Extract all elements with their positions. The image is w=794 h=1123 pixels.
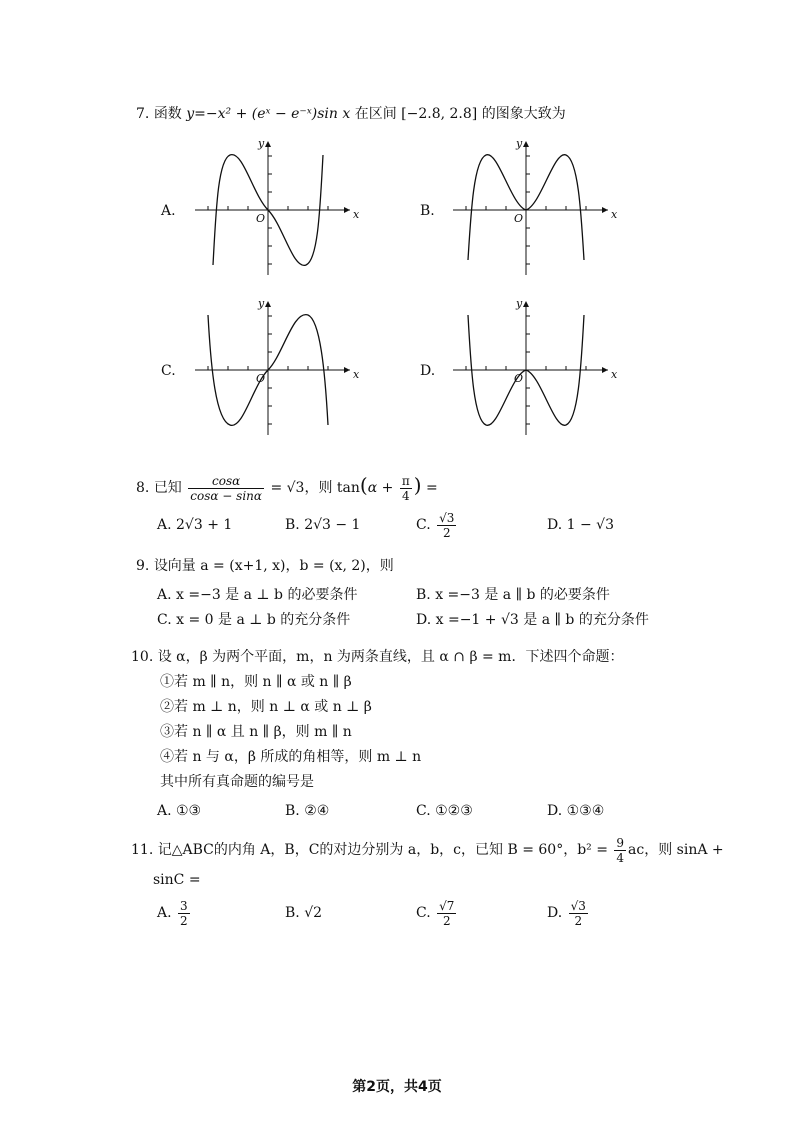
q11-number: 11. <box>131 842 154 858</box>
q7-graph-d <box>448 295 628 435</box>
q8-fraction <box>188 474 264 503</box>
q8-fraction-denominator: cosα − sinα <box>190 488 262 503</box>
origin-label: O <box>256 372 266 385</box>
q9-option-d[interactable]: D. x =−1 + √3 是 a ∥ b 的充分条件 <box>416 612 649 628</box>
q7-graph-c <box>190 295 370 435</box>
q8-option-d[interactable]: D. 1 − √3 <box>547 517 614 533</box>
q10-option-b[interactable]: B. ②④ <box>285 803 330 819</box>
x-axis-arrow <box>602 207 608 213</box>
q7-number: 7. <box>136 106 150 122</box>
q7-option-a-label[interactable]: A. <box>161 203 176 219</box>
q7-graph-b <box>448 135 628 275</box>
q10-prop-2: ②若 m ⊥ n，则 n ⊥ α 或 n ⊥ β <box>160 699 372 715</box>
q7-formula: y=−x² + (eˣ − e⁻ˣ)sin x <box>186 106 351 122</box>
q10-number: 10. <box>131 649 154 665</box>
q9-option-a[interactable]: A. x =−3 是 a ⊥ b 的必要条件 <box>157 587 358 603</box>
q7-option-b-label[interactable]: B. <box>420 203 435 219</box>
q8-four: 4 <box>401 488 410 503</box>
q8-option-c-den: 2 <box>442 525 451 540</box>
q8-option-b[interactable]: B. 2√3 − 1 <box>285 517 361 533</box>
q11-option-a-num: 3 <box>180 898 188 913</box>
q8-option-c-fraction <box>437 511 456 540</box>
q10-stem-text: 设 α，β 为两个平面，m，n 为两条直线，且 α ∩ β = m．下述四个命题： <box>157 649 624 665</box>
q7-stem-pre: 函数 <box>153 106 182 122</box>
origin-label: O <box>256 212 266 225</box>
q11-option-c[interactable] <box>416 898 458 928</box>
q10-stem <box>131 648 623 666</box>
q7-stem-post: 的图象大致为 <box>481 106 566 122</box>
page-footer: 第2页，共4页 <box>352 1079 442 1095</box>
q8-number: 8. <box>136 480 150 496</box>
q10-prop-3: ③若 n ∥ α 且 n ∥ β，则 m ∥ n <box>160 724 352 740</box>
q7-graph-a <box>190 135 370 275</box>
q7-option-d-label[interactable]: D. <box>420 363 436 379</box>
y-axis-label: y <box>516 297 523 310</box>
q9-number: 9. <box>136 558 150 574</box>
q11-option-d-den: 2 <box>574 913 583 928</box>
q11-frac-num: 9 <box>616 835 625 850</box>
x-axis-label: x <box>611 208 618 221</box>
q10-option-d[interactable]: D. ①③④ <box>547 803 605 819</box>
x-axis-arrow <box>344 207 350 213</box>
q11-option-d-fraction <box>569 899 588 928</box>
x-axis-label: x <box>611 368 618 381</box>
x-axis-arrow <box>344 367 350 373</box>
q8-pi: π <box>401 473 410 488</box>
q8-pre: 已知 <box>153 480 182 496</box>
q11-frac-den: 4 <box>616 850 625 865</box>
origin-label: O <box>514 212 524 225</box>
q10-option-c[interactable]: C. ①②③ <box>416 803 473 819</box>
q8-equals: = <box>270 480 283 496</box>
q8-then: ，则 tan <box>304 480 360 496</box>
q11-option-a-label: A. <box>157 905 172 921</box>
q8-end: = <box>425 480 438 496</box>
q11-option-c-den: 2 <box>442 913 451 928</box>
x-axis-label: x <box>353 368 360 381</box>
q8-option-c[interactable] <box>416 510 458 540</box>
y-axis-label: y <box>258 297 265 310</box>
x-axis-label: x <box>353 208 360 221</box>
x-axis-arrow <box>602 367 608 373</box>
q8-pi-fraction <box>400 474 412 503</box>
y-axis-label: y <box>258 137 265 150</box>
q9-stem-text: 设向量 a = (x+1, x)，b = (x, 2)，则 <box>153 558 394 574</box>
q11-stem1-end: ac，则 sinA + <box>628 842 724 858</box>
y-axis-label: y <box>516 137 523 150</box>
q8-arg: α + <box>367 480 394 496</box>
q11-stem-line1 <box>131 834 724 866</box>
q11-option-c-fraction <box>437 899 456 928</box>
q10-option-a[interactable]: A. ①③ <box>157 803 202 819</box>
q8-stem: 8. 已知 $\frac{\cos\alpha}{\cos\alpha - \sin\alpha}$ = √3，则 tan(α + $\frac{\pi}{4}$ ) = <box>136 473 438 503</box>
q7-stem-mid: 在区间 <box>354 106 397 122</box>
q10-prop-1: ①若 m ∥ n，则 n ∥ α 或 n ∥ β <box>160 674 352 690</box>
q11-stem-line2: sinC = <box>153 872 201 888</box>
q10-tail: 其中所有真命题的编号是 <box>160 774 314 790</box>
q11-stem1: 记△ABC的内角 A，B，C的对边分别为 a，b，c，已知 B = 60°，b² = <box>157 842 608 858</box>
q11-option-d-label: D. <box>547 905 563 921</box>
q11-option-d-num: √3 <box>570 898 586 913</box>
q11-stem-fraction <box>614 836 626 865</box>
q9-option-b[interactable]: B. x =−3 是 a ∥ b 的必要条件 <box>416 587 610 603</box>
q7-interval: [−2.8, 2.8] <box>401 106 478 122</box>
q9-option-c[interactable]: C. x = 0 是 a ⊥ b 的充分条件 <box>157 612 351 628</box>
q10-prop-4: ④若 n 与 α，β 所成的角相等，则 m ⊥ n <box>160 749 422 765</box>
origin-label: O <box>514 372 524 385</box>
q11-option-b[interactable]: B. √2 <box>285 905 323 921</box>
q8-option-c-num: √3 <box>439 510 455 525</box>
y-axis-arrow <box>265 301 271 307</box>
q11-option-c-num: √7 <box>439 898 455 913</box>
q8-option-c-label: C. <box>416 517 431 533</box>
q9-stem <box>136 557 394 575</box>
q11-option-c-label: C. <box>416 905 431 921</box>
y-axis-arrow <box>523 301 529 307</box>
q7-option-c-label[interactable]: C. <box>161 363 176 379</box>
q8-sqrt3: √3 <box>286 480 305 496</box>
q8-option-a[interactable]: A. 2√3 + 1 <box>157 517 233 533</box>
q11-option-a[interactable] <box>157 898 192 928</box>
q11-option-a-fraction <box>178 899 190 928</box>
q7-stem <box>136 105 566 123</box>
q8-fraction-numerator: cosα <box>188 474 264 489</box>
q11-option-a-den: 2 <box>180 913 188 928</box>
y-axis-arrow <box>265 141 271 147</box>
q11-option-d[interactable] <box>547 898 590 928</box>
y-axis-arrow <box>523 141 529 147</box>
